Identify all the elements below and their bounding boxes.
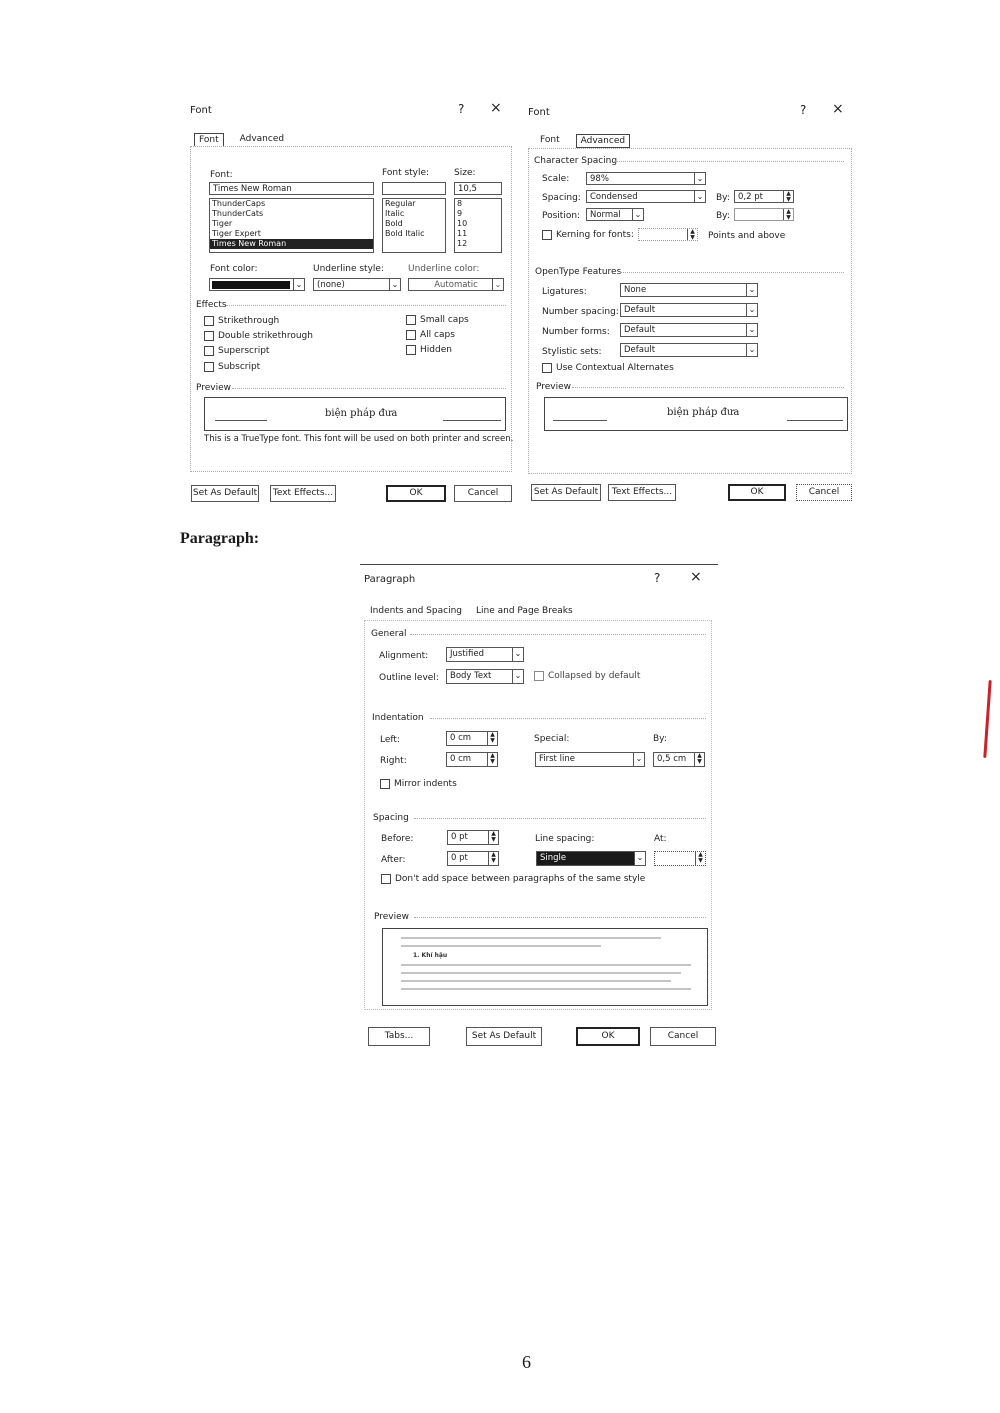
checkbox[interactable] [380,779,390,789]
tab-indents-and-spacing[interactable]: Indents and Spacing [370,606,462,616]
preview-grey-line [401,937,661,939]
chevron-down-icon[interactable]: ⌄ [632,208,644,221]
spinner-icon[interactable]: ▲ ▼ [695,851,706,866]
special-label: Special: [534,734,570,744]
underline-color-label: Underline color: [408,264,480,274]
size-label: Size: [454,168,476,178]
position-value: Normal [590,210,621,220]
checkbox-label: Subscript [218,362,261,372]
underline-style-label: Underline style: [313,264,384,274]
hidden-checkbox[interactable] [406,345,452,355]
checkbox-label: Mirror indents [394,779,457,789]
effects-label: Effects [196,300,227,310]
ligatures-select[interactable] [620,283,758,297]
list-item-selected[interactable]: Times New Roman [210,239,373,249]
checkbox-label: Double strikethrough [218,331,313,341]
stylistic-sets-label: Stylistic sets: [542,347,602,357]
checkbox-label: Superscript [218,346,270,356]
spinner-icon[interactable]: ▲ ▼ [487,752,498,767]
preview-label: Preview [196,383,232,393]
close-icon[interactable]: × [832,101,844,117]
help-icon[interactable]: ? [458,102,465,116]
preview-text: biện pháp đưa [667,407,740,418]
strikethrough-checkbox[interactable] [204,316,279,326]
spinner-icon[interactable]: ▲ ▼ [687,228,698,241]
font-advanced-dialog [524,100,854,510]
spacing-by-label: By: [716,193,730,203]
stylistic-sets-select[interactable] [620,343,758,357]
paragraph-heading: Paragraph: [180,530,260,547]
checkbox-label: Collapsed by default [548,671,641,681]
spacing-before-label: Before: [381,834,414,844]
list-item[interactable]: Bold [385,219,403,228]
spacing-label: Spacing [373,813,409,823]
list-item[interactable]: Italic [385,209,405,218]
outline-level-value: Body Text [450,671,492,681]
number-spacing-select[interactable] [620,303,758,317]
close-icon[interactable]: × [690,569,702,585]
character-spacing-label: Character Spacing [534,156,618,166]
indent-left-input[interactable] [446,731,498,746]
preview-grey-line [401,988,691,990]
set-as-default-button[interactable]: Set As Default [466,1027,542,1046]
set-as-default-button[interactable]: Set As Default [191,485,259,502]
alignment-value: Justified [450,649,484,659]
checkbox[interactable] [534,671,544,681]
ok-button[interactable]: OK [576,1027,640,1046]
red-margin-mark [983,680,991,758]
number-spacing-value: Default [624,305,656,315]
tab-advanced[interactable]: Advanced [576,134,630,148]
ok-button[interactable]: OK [728,484,786,501]
font-style-list[interactable] [382,198,446,253]
position-by-label: By: [716,211,730,221]
underline-style-value: (none) [317,280,345,290]
divider [414,818,706,819]
underline-color-select[interactable] [408,278,504,291]
spacing-select[interactable] [586,190,706,203]
indent-right-label: Right: [380,756,407,766]
small-caps-checkbox[interactable] [406,315,469,325]
position-select[interactable] [586,208,644,221]
font-dialog-title: Font [190,105,212,116]
font-color-label: Font color: [210,264,258,274]
list-item[interactable]: ThunderCaps [212,199,266,208]
checkbox-label: All caps [420,330,455,340]
indent-by-input[interactable] [653,752,705,767]
paragraph-dialog-tabs [370,605,573,617]
font-dialog-tabs [194,133,288,146]
preview-baseline [553,420,607,421]
outline-level-label: Outline level: [379,673,439,683]
close-icon[interactable]: × [490,100,502,116]
at-input[interactable] [654,851,706,866]
chevron-down-icon[interactable]: ⌄ [512,669,524,684]
tab-font[interactable]: Font [540,135,560,145]
number-forms-label: Number forms: [542,327,610,337]
font-name-input[interactable]: Times New Roman [209,182,374,195]
scale-select[interactable] [586,172,706,185]
checkbox-label: Don't add space between paragraphs of the same style [395,874,646,884]
divider [620,272,844,273]
preview-grey-line [401,964,691,966]
chevron-down-icon[interactable]: ⌄ [746,303,758,317]
line-spacing-value: Single [540,853,567,863]
special-select[interactable] [535,752,645,767]
preview-text: biện pháp đưa [325,408,398,419]
cancel-button[interactable]: Cancel [454,485,512,502]
cancel-button[interactable]: Cancel [796,484,852,501]
dialog-top-border [360,564,718,565]
chevron-down-icon[interactable]: ⌄ [634,851,646,866]
spinner-icon[interactable]: ▲ ▼ [694,752,705,767]
list-item[interactable]: 12 [457,239,468,248]
chevron-down-icon[interactable]: ⌄ [492,278,504,291]
tab-line-and-page-breaks[interactable]: Line and Page Breaks [476,606,573,616]
help-icon[interactable]: ? [654,571,661,585]
scale-label: Scale: [542,174,570,184]
line-spacing-label: Line spacing: [535,834,595,844]
contextual-alternates-checkbox[interactable] [542,363,674,373]
truetype-note: This is a TrueType font. This font will be used on both printer and screen. [204,434,514,444]
line-spacing-select[interactable] [536,851,646,866]
spinner-icon[interactable]: ▲ ▼ [488,851,499,866]
underline-color-value: Automatic [434,280,478,290]
alignment-select[interactable] [446,647,524,662]
indent-left-value: 0 cm [450,733,472,743]
checkbox-label: Small caps [420,315,469,325]
outline-level-select[interactable] [446,669,524,684]
chevron-down-icon[interactable]: ⌄ [746,323,758,337]
kerning-checkbox[interactable] [542,230,634,240]
font-style-input[interactable] [382,182,446,195]
font-style-label: Font style: [382,168,430,178]
list-item[interactable]: ThunderCats [212,209,264,218]
spinner-icon[interactable]: ▲ ▼ [783,190,794,203]
help-icon[interactable]: ? [800,103,807,117]
underline-style-select[interactable] [313,278,401,291]
font-preview [544,397,848,431]
color-swatch [212,281,290,289]
font-color-picker[interactable] [209,278,305,291]
subscript-checkbox[interactable] [204,362,260,372]
alignment-label: Alignment: [379,651,429,661]
preview-baseline [215,420,267,421]
page-number: 6 [522,1352,531,1372]
chevron-down-icon[interactable]: ⌄ [512,647,524,662]
number-forms-value: Default [624,325,656,335]
position-by-input[interactable] [734,208,794,221]
list-item[interactable]: Regular [385,199,416,208]
double-strikethrough-checkbox[interactable] [204,331,313,341]
preview-grey-line [401,972,681,974]
paragraph-dialog-title: Paragraph [364,574,416,585]
collapsed-by-default-checkbox[interactable] [534,671,640,681]
spacing-before-value: 0 pt [451,832,468,842]
chevron-down-icon[interactable]: ⌄ [746,283,758,297]
size-list[interactable] [454,198,502,253]
spinner-icon[interactable]: ▲ ▼ [488,830,499,845]
spacing-before-input[interactable] [447,830,499,845]
checkbox-label: Hidden [420,345,452,355]
chevron-down-icon[interactable]: ⌄ [694,190,706,203]
stylistic-sets-value: Default [624,345,656,355]
paragraph-preview [382,928,708,1006]
position-label: Position: [542,211,581,221]
preview-sample: 1. Khí hậu [413,952,448,959]
kerning-suffix: Points and above [708,231,786,241]
tab-font[interactable]: Font [194,133,224,146]
spacing-after-label: After: [381,855,406,865]
chevron-down-icon[interactable]: ⌄ [694,172,706,185]
chevron-down-icon[interactable]: ⌄ [746,343,758,357]
chevron-down-icon[interactable]: ⌄ [389,278,401,291]
checkbox[interactable] [204,331,214,341]
font-dialog [186,100,516,510]
indent-right-input[interactable] [446,752,498,767]
ok-button[interactable]: OK [386,485,446,502]
indent-left-label: Left: [380,735,400,745]
number-spacing-label: Number spacing: [542,307,619,317]
divider [226,305,506,306]
preview-baseline [443,420,501,421]
checkbox[interactable] [204,346,214,356]
preview-label: Preview [374,912,410,922]
special-value: First line [539,754,575,764]
indent-right-value: 0 cm [450,754,472,764]
tab-advanced[interactable]: Advanced [239,134,285,144]
number-forms-select[interactable] [620,323,758,337]
checkbox[interactable] [406,345,416,355]
checkbox[interactable] [406,330,416,340]
indent-by-value: 0,5 cm [657,754,687,764]
general-label: General [371,629,407,639]
divider [232,388,506,389]
list-item[interactable]: 8 [457,199,463,208]
font-dialog-tabs [536,134,630,148]
indentation-label: Indentation [372,713,424,723]
mirror-indents-checkbox[interactable] [380,779,457,789]
spacing-by-input[interactable] [734,190,794,203]
divider [572,387,844,388]
preview-baseline [787,420,843,421]
list-item[interactable]: 10 [457,219,468,228]
scale-value: 98% [590,174,609,184]
paragraph-dialog [360,564,720,1054]
spacing-value: Condensed [590,192,638,202]
preview-grey-line [401,945,601,947]
list-item[interactable]: Tiger Expert [212,229,261,238]
font-preview [204,397,506,431]
preview-grey-line [401,980,671,982]
tabs-button[interactable]: Tabs... [368,1027,430,1046]
set-as-default-button[interactable]: Set As Default [531,484,601,501]
spinner-icon[interactable]: ▲ ▼ [783,208,794,221]
font-dialog-title: Font [528,107,550,118]
at-label: At: [654,834,667,844]
dont-add-space-checkbox[interactable] [381,874,645,884]
spacing-after-value: 0 pt [451,853,468,863]
checkbox[interactable] [204,316,214,326]
ligatures-label: Ligatures: [542,287,587,297]
ligatures-value: None [624,285,647,295]
checkbox[interactable] [542,363,552,373]
divider [430,718,706,719]
checkbox-label: Kerning for fonts: [556,230,634,240]
list-item[interactable]: Tiger [212,219,233,228]
checkbox[interactable] [204,362,214,372]
opentype-features-label: OpenType Features [535,267,622,277]
divider [410,634,706,635]
preview-label: Preview [536,382,572,392]
kerning-input[interactable] [638,228,698,241]
cancel-button[interactable]: Cancel [650,1027,716,1046]
chevron-down-icon[interactable]: ⌄ [633,752,645,767]
spacing-label: Spacing: [542,193,581,203]
chevron-down-icon[interactable]: ⌄ [293,278,305,291]
list-item[interactable]: 9 [457,209,463,218]
superscript-checkbox[interactable] [204,346,269,356]
divider [614,161,844,162]
list-item[interactable]: 11 [457,229,468,238]
checkbox[interactable] [542,230,552,240]
all-caps-checkbox[interactable] [406,330,455,340]
spacing-by-value: 0,2 pt [738,192,763,202]
size-input[interactable]: 10,5 [454,182,502,195]
font-label: Font: [210,170,233,180]
spinner-icon[interactable]: ▲ ▼ [487,731,498,746]
checkbox-label: Strikethrough [218,316,280,326]
checkbox[interactable] [406,315,416,325]
list-item[interactable]: Bold Italic [385,229,425,238]
font-name-list[interactable] [209,198,374,253]
spacing-after-input[interactable] [447,851,499,866]
divider [414,917,706,918]
checkbox[interactable] [381,874,391,884]
checkbox-label: Use Contextual Alternates [556,363,674,373]
text-effects-button[interactable]: Text Effects... [270,485,336,502]
indent-by-label: By: [653,734,667,744]
text-effects-button[interactable]: Text Effects... [608,484,676,501]
